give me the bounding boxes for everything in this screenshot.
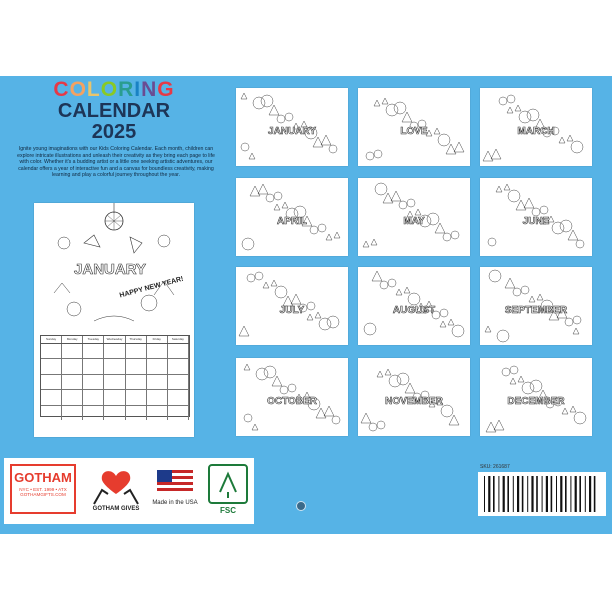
week-row [41, 344, 189, 359]
january-cover-page [34, 203, 194, 437]
month-thumbnail [236, 178, 348, 256]
month-thumbnail-label: SEPTEMBER [504, 305, 568, 316]
month-thumbnail [358, 88, 470, 166]
month-thumbnail-label: JANUARY [268, 126, 316, 137]
month-thumbnail [236, 358, 348, 436]
gotham-logo [10, 464, 76, 514]
month-thumbnail-label: MAY [403, 216, 425, 227]
weekday-label: Saturday [168, 336, 189, 343]
month-thumbnail [480, 358, 592, 436]
balloon-icon [358, 267, 470, 345]
weekday-header [41, 336, 189, 344]
firework-icon [236, 267, 348, 345]
weekday-label: Friday [147, 336, 168, 343]
flower-icon [236, 178, 348, 256]
title-letter: C [53, 78, 70, 101]
pumpkin-icon [236, 358, 348, 436]
weekday-label: Thursday [126, 336, 147, 343]
title-letter: L [86, 78, 101, 101]
month-thumbnail-label: JULY [279, 305, 305, 316]
title-letter: I [134, 78, 142, 101]
cover-banner-label: HAPPY NEW YEAR! [118, 275, 185, 300]
week-row [41, 375, 189, 390]
gotham-tagline: NYC • EST. 1999 • ATX [19, 487, 67, 492]
heart-hands-icon [88, 464, 144, 506]
week-row [41, 359, 189, 374]
month-thumbnail [480, 267, 592, 345]
january-illustration [34, 203, 194, 333]
brand-logos-strip [4, 458, 254, 524]
apple-icon [480, 267, 592, 345]
weekday-label: Wednesday [104, 336, 125, 343]
gotham-gives-label: GOTHAM GIVES [92, 506, 140, 512]
barcode [478, 472, 606, 516]
disco-ball-icon [236, 88, 348, 166]
heart-icon [358, 88, 470, 166]
tree-icon [480, 358, 592, 436]
product-description: Ignite young imaginations with our Kids Coloring Calendar. Each month, children can explore intricate illustrations and unleash their creativity as they bring each page to life with color. Whether it's a budding artist or a little one seeking artistic adventures, our calendar offers a year of interactive fun and a canvas for boundless creativity, making learning and play a colorful journey throughout the year. [17, 146, 215, 179]
weekday-label: Sunday [41, 336, 62, 343]
month-thumbnail-label: APRIL [277, 216, 307, 227]
week-row [41, 390, 189, 405]
month-thumbnail [480, 178, 592, 256]
month-thumbnail [236, 88, 348, 166]
made-in-usa-label: Made in the USA [152, 500, 198, 506]
title-year: 2025 [91, 121, 137, 143]
title-letter: R [118, 78, 135, 101]
tree-check-icon [210, 466, 246, 502]
sku-label: SKU: 261687 [480, 464, 510, 470]
month-thumbnail [480, 88, 592, 166]
month-thumbnail-label: JUNE [522, 216, 550, 227]
month-thumbnail [358, 267, 470, 345]
shamrock-icon [480, 88, 592, 166]
month-thumbnail-label: MARCH [517, 126, 555, 137]
sun-icon [480, 178, 592, 256]
cover-month-label: JANUARY [74, 261, 146, 278]
hot-air-balloon-icon [358, 178, 470, 256]
title-coloring [0, 78, 228, 102]
week-row [41, 406, 189, 420]
month-thumbnail [358, 178, 470, 256]
month-thumbnail [236, 267, 348, 345]
month-thumbnail-label: AUGUST [392, 305, 436, 316]
month-thumbnail-label: DECEMBER [507, 396, 565, 407]
gotham-url: GOTHAMGIFTS.COM [20, 492, 66, 497]
weekday-label: Tuesday [83, 336, 104, 343]
title-letter: O [69, 78, 87, 101]
us-flag-icon [157, 470, 193, 494]
barcode-bars [484, 476, 600, 512]
gotham-gives-logo [88, 464, 144, 518]
made-in-usa-badge [152, 464, 198, 522]
leaf-icon [358, 358, 470, 436]
month-thumbnail-label: LOVE [400, 126, 428, 137]
gotham-wordmark: GOTHAM [14, 470, 72, 485]
fsc-logo [206, 464, 250, 520]
title-letter: N [141, 78, 158, 101]
weekday-label: Monday [62, 336, 83, 343]
month-thumbnail-label: NOVEMBER [385, 396, 443, 407]
month-thumbnail [358, 358, 470, 436]
title-letter: G [157, 78, 175, 101]
binding-hole-icon [296, 501, 306, 511]
calendar-grid [40, 335, 190, 417]
month-thumbnail-label: OCTOBER [267, 396, 317, 407]
title-letter: O [100, 78, 119, 101]
fsc-label: FSC [220, 506, 236, 515]
title-calendar: CALENDAR [57, 100, 171, 122]
